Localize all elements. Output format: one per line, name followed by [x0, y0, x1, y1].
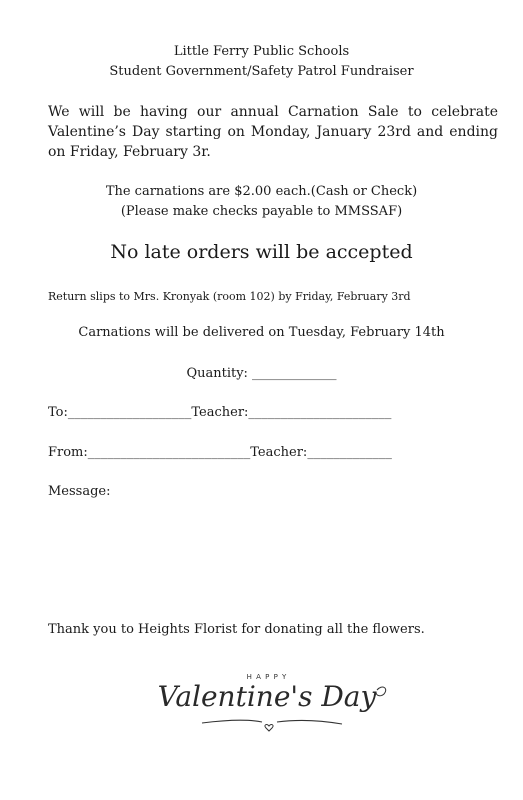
late-orders-notice: No late orders will be accepted: [110, 241, 413, 263]
to-teacher-row: To:___________________Teacher:______________________: [48, 405, 392, 420]
quantity-field: Quantity: _____________: [186, 366, 337, 381]
fundraiser-title: Student Government/Safety Patrol Fundraiser: [109, 64, 414, 79]
logo-script-text: Valentine's Day: [157, 680, 377, 713]
intro-line-2: Valentine’s Day starting on Monday, January 23rd and ending: [48, 124, 498, 140]
price-line: The carnations are $2.00 each.(Cash or Check): [105, 184, 418, 199]
message-label: Message:: [48, 484, 111, 499]
happy-valentines-day-logo: [142, 668, 397, 738]
logo-flourish-right: [277, 720, 342, 724]
intro-line-3: on Friday, February 3r.: [48, 144, 211, 160]
logo-flourish-left: [202, 720, 262, 723]
return-slips-text: Return slips to Mrs. Kronyak (room 102) by Friday, February 3rd: [48, 290, 411, 303]
thank-you-text: Thank you to Heights Florist for donating all the flowers.: [48, 622, 425, 637]
intro-line-1: We will be having our annual Carnation Sale to celebrate: [48, 104, 498, 120]
school-name: Little Ferry Public Schools: [173, 44, 350, 59]
logo-happy-text: H A P P Y: [246, 673, 288, 681]
heart-icon: [265, 725, 273, 731]
logo-swirl: [376, 687, 386, 696]
from-teacher-row: From:_________________________Teacher:_____________: [48, 445, 392, 460]
delivery-date-text: Carnations will be delivered on Tuesday, February 14th: [78, 325, 445, 340]
check-payable-line: (Please make checks payable to MMSSAF): [120, 204, 403, 219]
